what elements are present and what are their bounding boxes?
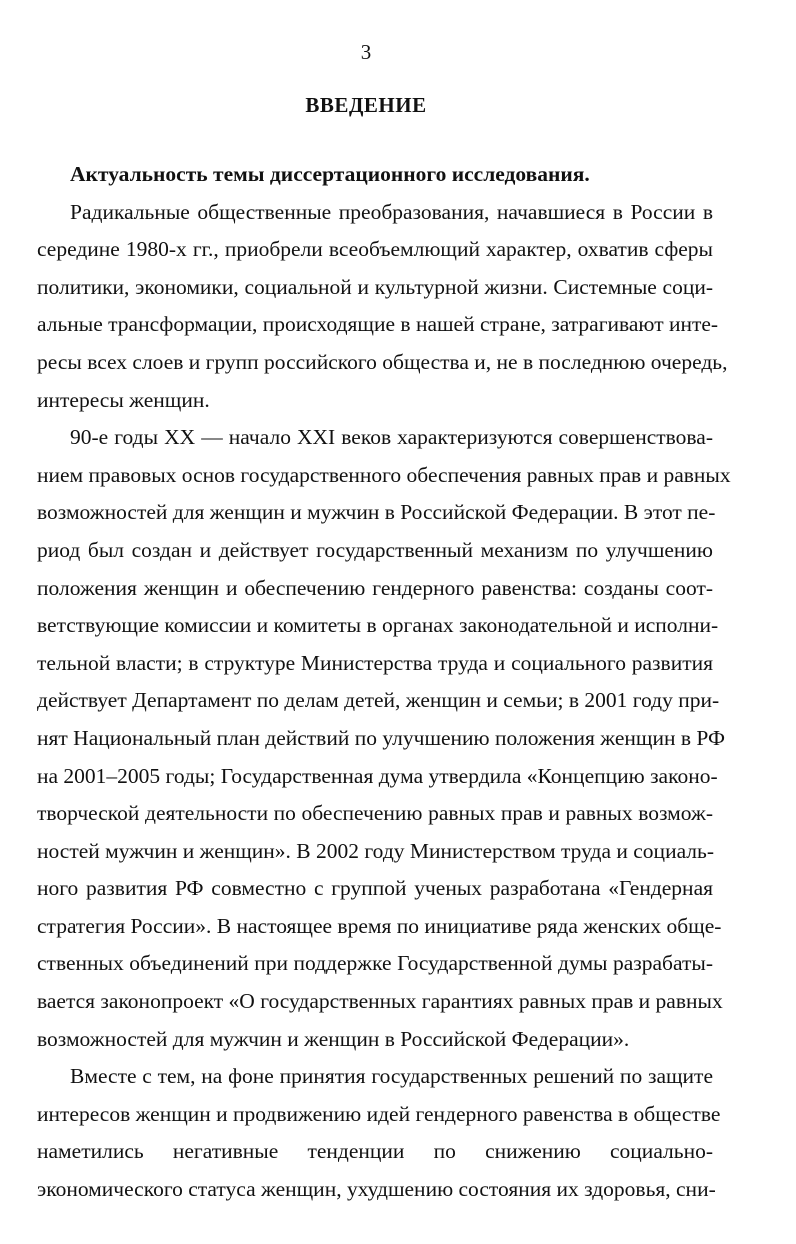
text-line: творческой деятельности по обеспечению равных прав и равных возмож- [37,801,713,826]
text-line: экономического статуса женщин, ухудшению состояния их здоровья, сни- [37,1177,716,1202]
text-line: альные трансформации, происходящие в нашей стране, затрагивают инте- [37,312,719,337]
text-line: действует Департамент по делам детей, женщин и семьи; в 2001 году при- [37,688,720,713]
text-line: интересы женщин. [37,387,210,412]
text-line: ностей мужчин и женщин». В 2002 году Министерством труда и социаль- [37,838,714,863]
text-line: возможностей для мужчин и женщин в Российской Федерации». [37,1026,630,1051]
text-line: нят Национальный план действий по улучшению положения женщин в РФ [37,725,725,750]
text-line: положения женщин и обеспечению гендерного равенства: созданы соот- [37,575,713,600]
text-line: наметились негативные тенденции по снижению социально- [37,1139,713,1164]
text-line: стратегия России». В настоящее время по инициативе ряда женских обще- [37,913,722,938]
text-line: Вместе с тем, на фоне принятия государственных решений по защите [70,1064,713,1089]
text-line: вается законопроект «О государственных гарантиях равных прав и равных [37,989,723,1014]
text-line: ного развития РФ совместно с группой ученых разработана «Гендерная [37,876,713,901]
section-heading: Актуальность темы диссертационного исследования. [70,162,590,186]
text-line: Радикальные общественные преобразования, начавшиеся в России в [70,199,713,224]
text-line: тельной власти; в структуре Министерства труда и социального развития [37,650,713,675]
text-line: ственных объединений при поддержке Государственной думы разрабаты- [37,951,713,976]
text-line: ветствующие комиссии и комитеты в органах законодательной и исполни- [37,613,719,638]
text-line: на 2001–2005 годы; Государственная дума утвердила «Концепцию законо- [37,763,718,788]
text-line: интересов женщин и продвижению идей гендерного равенства в обществе [37,1101,721,1126]
text-line: возможностей для женщин и мужчин в Российской Федерации. В этот пе- [37,500,716,525]
text-line: риод был создан и действует государственный механизм по улучшению [37,537,713,562]
page-number: 3 [360,40,372,64]
text-line: политики, экономики, социальной и культурной жизни. Системные соци- [37,274,713,299]
text-line: ресы всех слоев и групп российского общества и, не в последнюю очередь, [37,349,728,374]
document-body [37,156,731,1209]
text-line: нием правовых основ государственного обеспечения равных прав и равных [37,462,731,487]
text-line: середине 1980-х гг., приобрели всеобъемлющий характер, охватив сферы [37,237,713,262]
text-line: 90-е годы XX — начало XXI веков характеризуются совершенствова- [70,425,713,450]
page-title: ВВЕДЕНИЕ [305,93,427,117]
